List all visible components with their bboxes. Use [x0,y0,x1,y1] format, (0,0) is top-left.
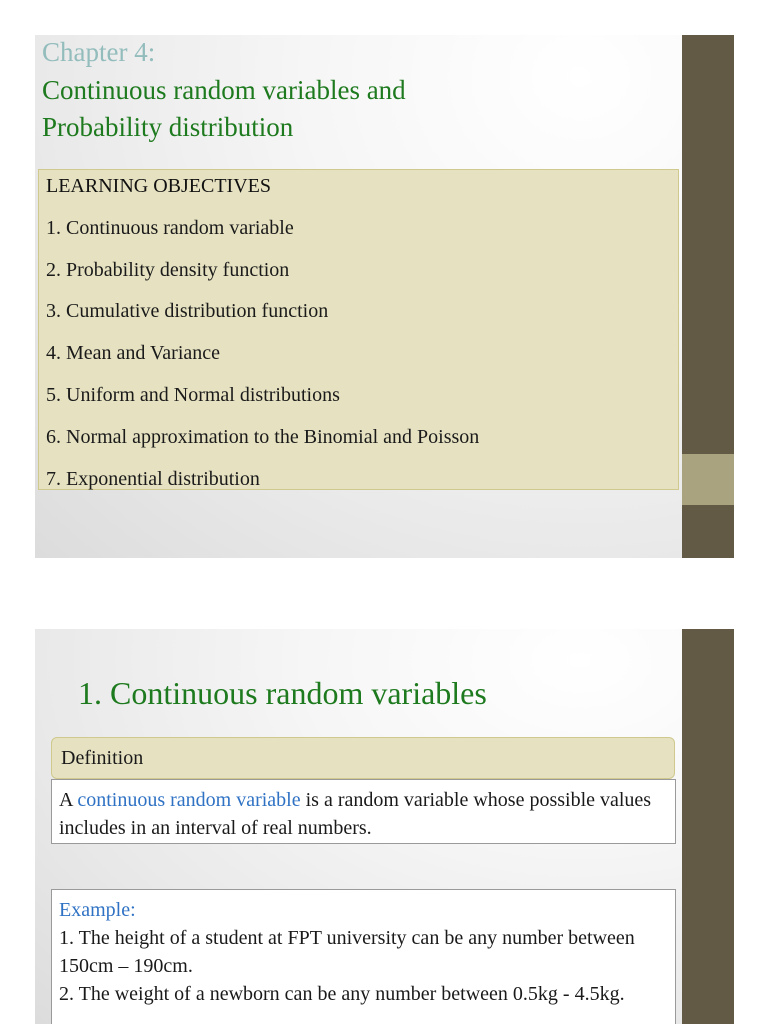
objective-item: 6. Normal approximation to the Binomial and Poisson [46,426,480,448]
slide-2 [35,629,734,1024]
slide-sidebar [682,35,734,558]
slide-title [42,72,602,146]
definition-body [51,779,676,844]
example-header: Example: [59,899,136,921]
objective-item: 4. Mean and Variance [46,342,221,364]
slide-1 [35,35,734,558]
definition-header-label: Definition [61,747,144,769]
sidebar-accent [682,454,734,505]
definition-term: continuous random variable [77,789,301,811]
definition-header [51,737,675,779]
definition-prefix: A [59,789,78,811]
objectives-header: LEARNING OBJECTIVES [46,175,271,197]
example-line-1: 1. The height of a student at FPT university can be any number between 150cm – 190cm. [59,927,635,977]
objective-item: 3. Cumulative distribution function [46,300,329,322]
objective-item: 7. Exponential distribution [46,468,260,490]
objective-item: 5. Uniform and Normal distributions [46,384,340,406]
title-line-2: Probability distribution [42,112,294,142]
chapter-label: Chapter 4: [42,37,156,67]
learning-objectives-box [38,169,679,490]
slide-title: 1. Continuous random variables [78,675,487,711]
example-line-2: 2. The weight of a newborn can be any number between 0.5kg - 4.5kg. [59,983,625,1005]
definition-suffix: is a random variable whose possible values includes in an interval of real numbers. [59,789,652,839]
title-line-1: Continuous random variables and [42,75,406,105]
example-box [51,889,676,1024]
slide-sidebar [682,629,734,1024]
objective-item: 2. Probability density function [46,259,290,281]
objective-item: 1. Continuous random variable [46,217,294,239]
